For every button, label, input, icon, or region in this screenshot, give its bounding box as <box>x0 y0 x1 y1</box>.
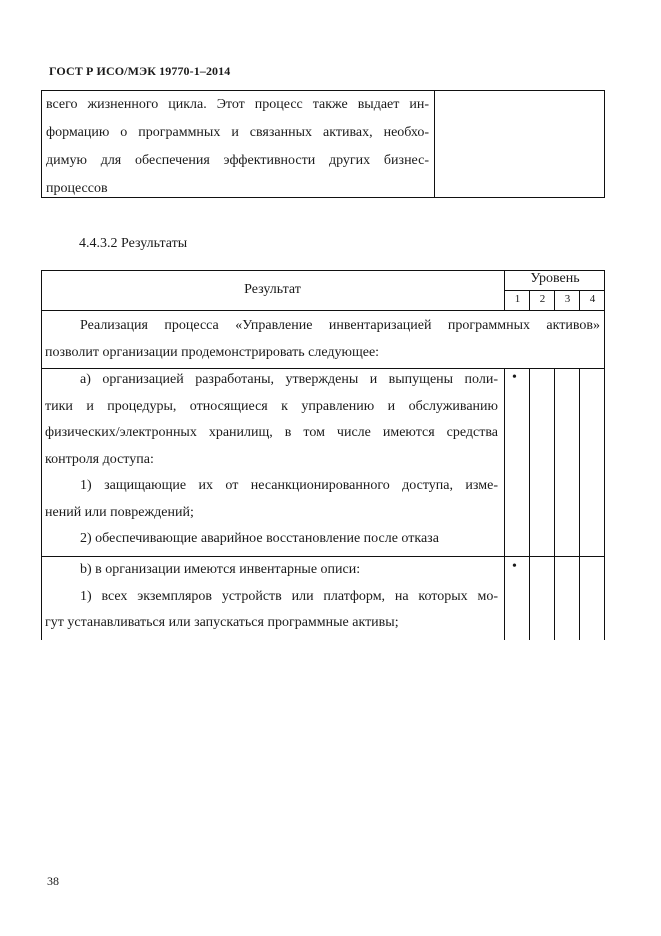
continuation-text <box>46 91 429 203</box>
text-line: нений или повреждений; <box>45 504 194 520</box>
text-line: 1) всех экземпляров устройств или платформ, на которых мо- <box>80 588 498 604</box>
text-line: процессов <box>46 181 108 196</box>
table-border-left <box>41 270 42 640</box>
level-3-header: 3 <box>564 293 571 305</box>
level-column-divider <box>554 368 555 640</box>
document-header: ГОСТ Р ИСО/МЭК 19770-1–2014 <box>49 64 231 78</box>
column-divider <box>504 368 505 640</box>
text-line: 2) обеспечивающие аварийное восстановление после отказа <box>80 531 439 546</box>
level-column-divider <box>529 368 530 640</box>
text-line: всего жизненного цикла. Этот процесс также выдает ин- <box>46 97 429 112</box>
level-2-header: 2 <box>539 293 546 305</box>
text-line: физических/электронных хранилищ, в том числе имеются средства <box>45 425 498 440</box>
text-line: контроля доступа: <box>45 451 154 467</box>
intro-text <box>45 312 600 366</box>
level-4-header: 4 <box>589 293 596 305</box>
level-1-mark: • <box>512 559 517 574</box>
text-line: b) в организации имеются инвентарные описи: <box>80 562 361 577</box>
text-line: димую для обеспечения эффективности других бизнес- <box>46 153 429 168</box>
text-line: позволит организации продемонстрировать следующее: <box>45 345 380 360</box>
results-table <box>41 270 605 640</box>
text-line: тики и процедуры, относящиеся к управлению и обслуживанию <box>45 398 498 414</box>
text-line: формацию о программных и связанных активах, необхо- <box>46 125 429 140</box>
level-1-mark: • <box>512 370 517 385</box>
level-1-header: 1 <box>514 293 521 305</box>
level-column-divider <box>579 368 580 640</box>
row-a-text <box>45 367 498 553</box>
result-column-header: Результат <box>244 282 301 297</box>
text-line: а) организацией разработаны, утверждены и выпущены поли- <box>80 372 498 387</box>
header-bottom-border <box>41 310 605 311</box>
row-b-text <box>45 557 498 637</box>
text-line: Реализация процесса «Управление инвентаризацией программных активов» <box>80 318 600 333</box>
column-divider <box>434 91 435 197</box>
level-column-header: Уровень <box>530 271 580 286</box>
continuation-table <box>41 90 605 198</box>
level-header-divider <box>505 290 605 291</box>
text-line: гут устанавливаться или запускаться программные активы; <box>45 615 399 630</box>
text-line: 1) защищающие их от несанкционированного доступа, изме- <box>80 478 498 493</box>
page-number: 38 <box>47 874 59 888</box>
section-title: 4.4.3.2 Результаты <box>79 236 188 251</box>
table-border-right <box>604 270 605 640</box>
